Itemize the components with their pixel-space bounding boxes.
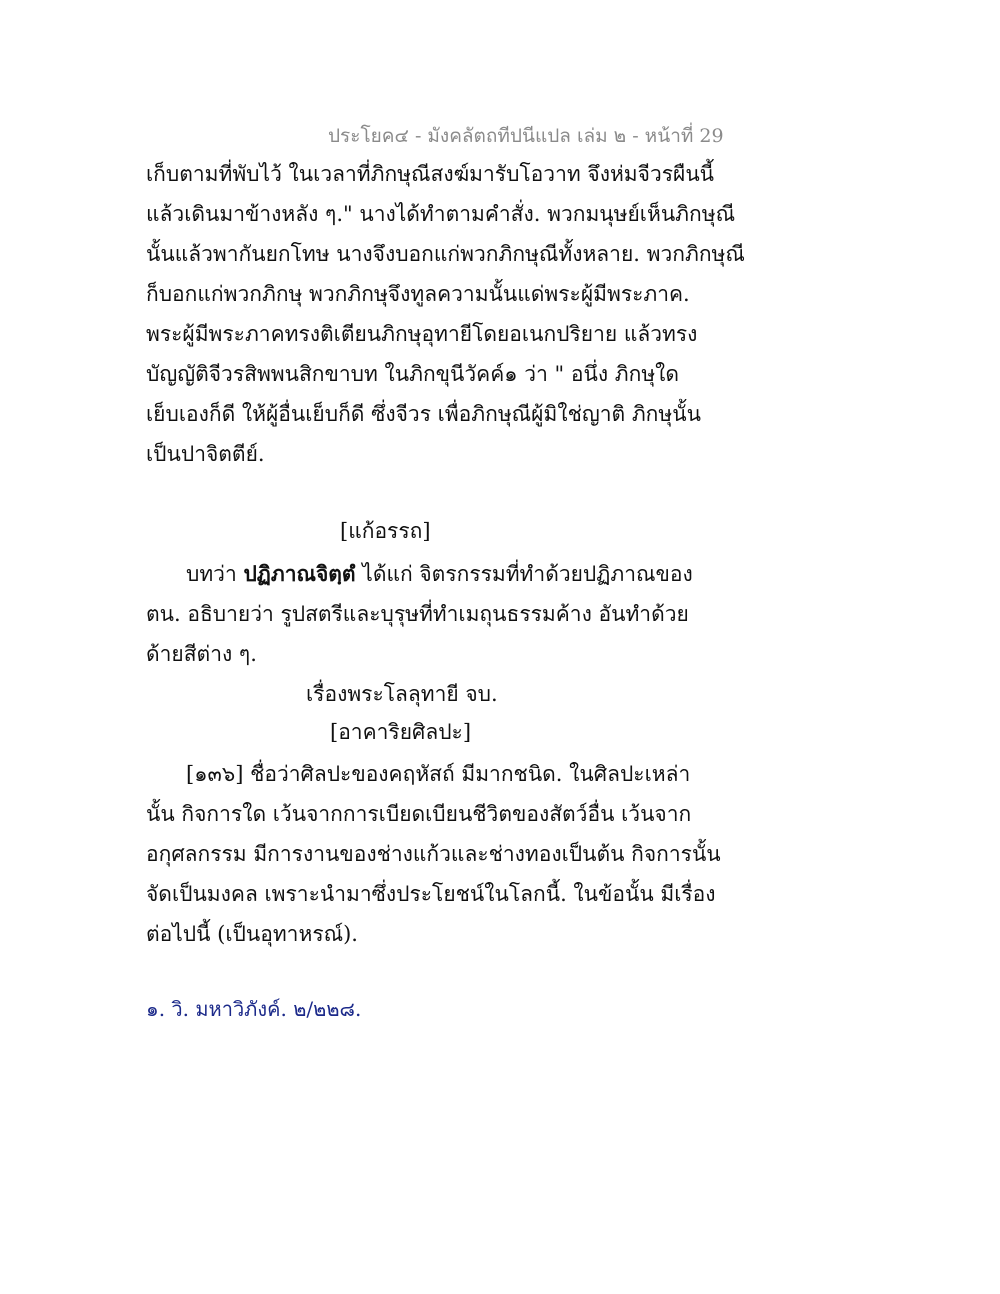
section-heading: [อาคาริยศิลปะ] <box>330 720 472 744</box>
text-line: แล้วเดินมาข้างหลัง ๆ." นางได้ทำตามคำสั่ง. พวกมนุษย์เห็นภิกษุณี <box>146 202 736 226</box>
text-line: นั้น กิจการใด เว้นจากการเบียดเบียนชีวิตของสัตว์อื่น เว้นจาก <box>146 802 692 826</box>
footnote: ๑. วิ. มหาวิภังค์. ๒/๒๒๘. <box>146 997 362 1021</box>
text-line: เก็บตามที่พับไว้ ในเวลาที่ภิกษุณีสงฆ์มารับโอวาท จึงห่มจีวรผืนนี้ <box>146 162 715 186</box>
text-line <box>186 560 693 588</box>
section-heading: [แก้อรรถ] <box>340 519 431 543</box>
text-line: ต่อไปนี้ (เป็นอุทาหรณ์). <box>146 922 358 946</box>
lead-text: บทว่า <box>186 562 244 586</box>
text-line: ก็บอกแก่พวกภิกษุ พวกภิกษุจึงทูลความนั้นแด่พระผู้มีพระภาค. <box>146 282 690 306</box>
text-line: พระผู้มีพระภาคทรงติเตียนภิกษุอุทายีโดยอเนกปริยาย แล้วทรง <box>146 322 698 346</box>
text-line: เย็บเองก็ดี ให้ผู้อื่นเย็บก็ดี ซึ่งจีวร เพื่อภิกษุณีผู้มิใช่ญาติ ภิกษุนั้น <box>146 402 701 426</box>
text-line: บัญญัติจีวรสิพพนสิกขาบท ในภิกขุนีวัคค์๑ ว่า " อนึ่ง ภิกษุใด <box>146 362 680 386</box>
text-line: ด้ายสีต่าง ๆ. <box>146 642 257 666</box>
defined-term: ปฏิภาณจิตฺตํ <box>243 561 356 586</box>
definition-text: ได้แก่ จิตรกรรมที่ทำด้วยปฏิภาณของ <box>355 562 693 586</box>
text-line: เป็นปาจิตตีย์. <box>146 442 265 466</box>
text-line: [๑๓๖] ชื่อว่าศิลปะของคฤหัสถ์ มีมากชนิด. ในศิลปะเหล่า <box>186 762 691 786</box>
text-line: นั้นแล้วพากันยกโทษ นางจึงบอกแก่พวกภิกษุณีทั้งหลาย. พวกภิกษุณี <box>146 242 745 266</box>
story-end-line: เรื่องพระโลลุทายี จบ. <box>306 682 498 706</box>
running-header: ประโยค๔ - มังคลัตถทีปนีแปล เล่ม ๒ - หน้าที่ 29 <box>328 125 724 147</box>
text-line: จัดเป็นมงคล เพราะนำมาซึ่งประโยชน์ในโลกนี้. ในข้อนั้น มีเรื่อง <box>146 882 716 906</box>
text-line: ตน. อธิบายว่า รูปสตรีและบุรุษที่ทำเมถุนธรรมค้าง อันทำด้วย <box>146 602 689 626</box>
text-line: อกุศลกรรม มีการงานของช่างแก้วและช่างทองเป็นต้น กิจการนั้น <box>146 842 721 866</box>
